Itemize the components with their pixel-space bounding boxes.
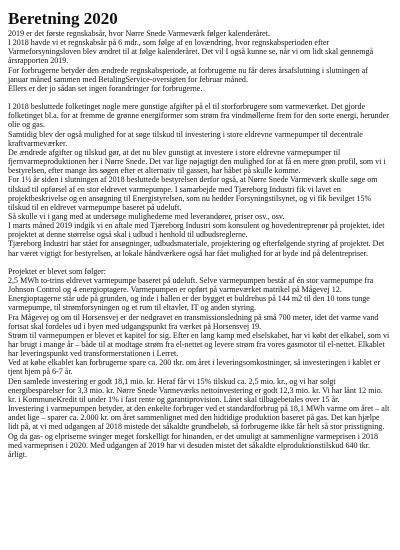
section-project: [8, 267, 390, 459]
document-title: Beretning 2020: [8, 9, 118, 28]
paragraph: Den samlede investering er godt 18,1 mio. kr. Heraf får vi 15% tilskud ca. 2,5 mio. kr., og vi har solgt energibesparelser for 3,3 mio. kr. Nørre Snede Varmeværks nettoinvestering er godt 12,3 mio. kr. Vi har lånt 12 mio. kr. i KommuneKredit til under 1% i fast rente og garantiprovision. Lånet skal tilbagebetales over 15 år.: [8, 376, 383, 404]
section-intro: [8, 29, 390, 93]
spacer: [8, 258, 390, 267]
paragraph: I 2018 besluttede folketinget nogle mere gunstige afgifter på el til storforbrugere som varmeværket. Det gjorde folketinget bl.a. for at fremme de grønne energiformer som strøm fra vindmøllerne frem for den sorte energi, herunder olie og gas.: [8, 102, 389, 130]
paragraph: Projektet er blevet som følger:: [8, 266, 106, 276]
paragraph: Ved at købe elkablet kan forbrugerne spare ca. 200 tkr. om året i leveringsomkostninger, så investeringen i kablet er tjent hjem på 6-7 år.: [8, 358, 381, 377]
paragraph: Fra Mågevej og om til Horsensvej er der nedgravet en transmissionsledning på små 700 meter, idet det varme vand fortsat skal fordeles ud i byen med udgangspunkt fra værket på Horsensvej 19.: [8, 312, 379, 331]
paragraph: 2,5 MWh to-trins eldrevet varmepumpe baseret på udeluft. Selve varmepumpen består af én stor varmepumpe fra Johnson Control og 4 energioptagere. Varmepumpen er opført på varmeværket matrikel på Mågevej 12. Energioptagerne står ude på grunden, og inde i hallen er der bygget et buldrehus på 144 m2 til den 10 tons tunge varmepumpe, til strømforsyningen og et rum til eltavler, IT og anden styring.: [8, 275, 374, 313]
paragraph: For 1½ år siden i slutningen af 2018 besluttede bestyrelsen derfor også, at Nørre Snede Varmeværk skulle søge om tilskud til opførsel af en stor eldrevet varmepumpe. I samarbejde med Tjæreborg Industri fik vi lavet en projektbeskrivelse og en ansøgning til Energistyrelsen, som nu hedder Forsyningstilsynet, og vi fik bevilget 15% tilskud til en eldrevet varmepumpe baseret på udeluft.: [8, 175, 378, 212]
paragraph: I 2018 havde vi et regnskabsår på 6 mdr., som følge af en lovændring, hvor regnskabsperioden efter Varmeforsyningsloven blev ændret til at følge kalenderåret. Det vil I også kunne se, når vi om lidt skal gennemgå årsrapporten 2019.: [8, 38, 374, 66]
paragraph: Ellers er der jo sådan set ingen forandringer for forbrugerne.: [8, 83, 203, 93]
paragraph: De ændrede afgifter og tilskud gør, at det nu blev gunstigt at investere i store eldrevne varmepumper til fjernvarmeproduktionen her i Nørre Snede. Det var lige nøjagtigt den mulighed for at få en mere grøn profil, som vi i bestyrelsen, efter mange års søgen efter et alternativ til gassen, har håbet på skulle komme.: [8, 147, 386, 176]
paragraph: For forbrugerne betyder den ændrede regnskabsperiode, at forbrugerne nu får deres årsafslutning i slutningen af januar måned sammen med BetalingService-oversigten for februar måned.: [8, 65, 368, 84]
section-heat-pump-background: [8, 102, 390, 258]
paragraph: I marts måned 2019 indgik vi en aftale med Tjæreborg Industri som konsulent og hovedentreprenør på projektet, idet projektet at denne størrelse også skal i udbud i henhold til udbudsreglerne.: [8, 221, 385, 240]
paragraph: Investering i varmepumpen betyder, at den enkelte forbruger ved et standardforbrug på 18,1 MWh varme om året – alt andet lige – sparer ca. 2.000 kr. om året sammenlignet med den hidtidige produktion baseret på gas. Det kan hjælpe lidt på, at vi med udgangen af 2018 mistede det såkaldte grundbeløb, så forbrugerne ikke får helt så stor prisstigning. Og da gas- og elpriserne svinger meget forskelligt for hinanden, er det umuligt at sammenligne varmeprisen i 2018 med varmeprisen i 2020. Med udgangen af 2019 har vi desuden mistet det såkaldte elproduktionstilskud 640 tkr. årligt.: [8, 404, 390, 459]
paragraph: Så skulle vi i gang med at undersøge mulighederne med leverandører, priser osv., osv.: [8, 211, 285, 221]
paragraph: 2019 er det første regnskabsår, hvor Nørre Snede Varmeværk følger kalenderåret.: [8, 29, 270, 38]
paragraph: Tjæreborg Industri har stået for ansøgninger, udbudsmateriale, projektering og efterfølgende styring af projektet. Det har været vigtigt for bestyrelsen, at lokale håndværkere også har fået mulighed for at byde ind på delentrepriser.: [8, 239, 385, 258]
paragraph: Samtidig blev der også mulighed for at søge tilskud til investering i store eldrevne varmepumper til decentrale kraftvarmeværker.: [8, 129, 363, 148]
paragraph: Strøm til varmepumpen er blevet et kapitel for sig. Efter en lang kamp med elselskabet, har vi købt det elkabel, som vi har brugt i mange år – både til at modtage strøm fra el-nettet og levere strøm fra vores gasmotor til el-nettet. Elkablet har leveringspunkt ved transformerstationen i Lerret.: [8, 330, 390, 359]
spacer: [8, 93, 390, 102]
